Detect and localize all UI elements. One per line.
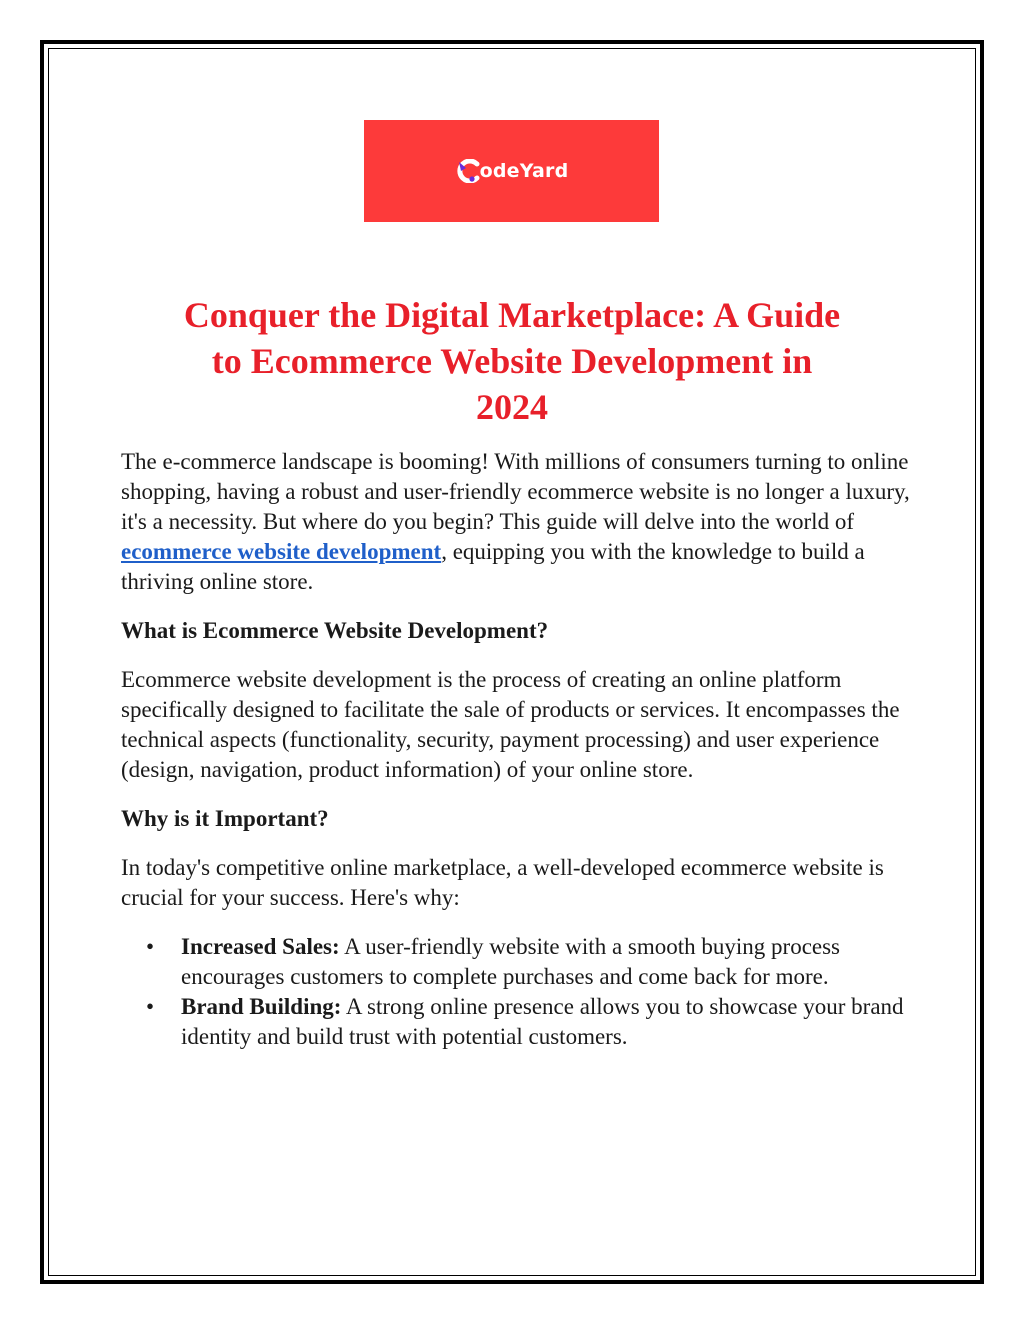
section-heading-what-is: What is Ecommerce Website Development? [121, 618, 549, 643]
list-item [121, 992, 911, 1052]
codeyard-logo [364, 120, 659, 222]
logo-text: odeYard [479, 160, 569, 182]
article-body [121, 447, 911, 1052]
ecommerce-website-development-link[interactable]: ecommerce website development [121, 539, 442, 564]
codeyard-logo-mark-icon [455, 159, 483, 183]
title-line-2: to Ecommerce Website Development in [211, 341, 813, 381]
bullet-icon: • [146, 994, 155, 1019]
list-item [121, 932, 911, 992]
section-body-what-is: Ecommerce website development is the process of creating an online platform specifically designed to facilitate the sale of products or services. It encompasses the technical aspects (functionality, security, payment processing) and user experience (design, navigation, product information) of your online store. [121, 667, 900, 782]
intro-paragraph [121, 447, 911, 597]
section-heading-why-important: Why is it Important? [121, 806, 329, 831]
bullet-label: Brand Building: [181, 994, 342, 1019]
bullet-text: A user-friendly website with a smooth buying process encourages customers to complete purchases and come back for more. [181, 934, 841, 989]
benefits-list [121, 932, 911, 1052]
intro-text-before-link: The e-commerce landscape is booming! With millions of consumers turning to online shopping, having a robust and user-friendly ecommerce website is no longer a luxury, it's a necessity. But where do you begin? This guide will delve into the world of [121, 449, 910, 534]
section-body-why-important: In today's competitive online marketplace, a well-developed ecommerce website is crucial for your success. Here's why: [121, 855, 884, 910]
intro-text-after-link: , equipping you with the knowledge to build a thriving online store. [121, 539, 865, 594]
title-line-1: Conquer the Digital Marketplace: A Guide [183, 295, 841, 335]
logo-lockup [455, 159, 569, 183]
bullet-icon: • [146, 934, 155, 959]
title-line-3: 2024 [476, 387, 548, 427]
bullet-text: A strong online presence allows you to showcase your brand identity and build trust with potential customers. [181, 994, 904, 1049]
bullet-label: Increased Sales: [181, 934, 340, 959]
page-title [110, 292, 914, 430]
